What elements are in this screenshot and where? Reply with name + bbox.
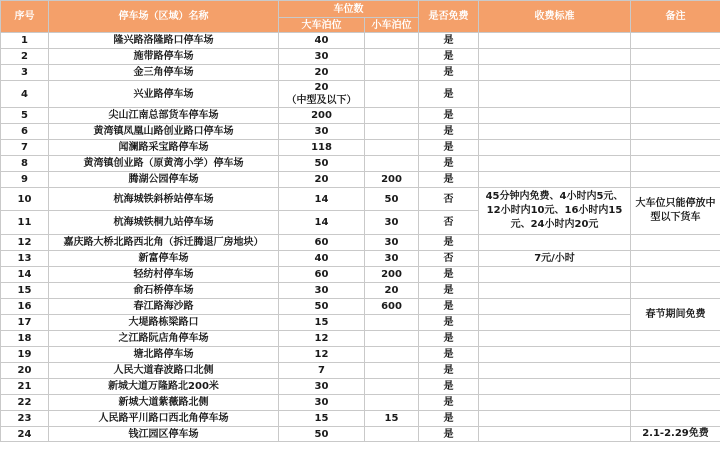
table-row (1, 251, 720, 267)
cell-name: 之江路阮店角停车场 (49, 331, 279, 347)
table-row (1, 81, 720, 108)
cell-name: 金三角停车场 (49, 65, 279, 81)
cell-large: 118 (279, 140, 365, 156)
cell-name: 春江路海沙路 (49, 299, 279, 315)
cell-small (365, 156, 419, 172)
table-row (1, 156, 720, 172)
cell-large: 15 (279, 411, 365, 427)
cell-large: 12 (279, 331, 365, 347)
cell-large: 50 (279, 156, 365, 172)
cell-name: 隆兴路洛隆路口停车场 (49, 33, 279, 49)
cell-small (365, 331, 419, 347)
cell-large: 50 (279, 427, 365, 442)
cell-small (365, 363, 419, 379)
cell-note (631, 172, 720, 188)
cell-fee (479, 299, 631, 315)
table-row (1, 267, 720, 283)
cell-name: 黄湾镇创业路（原黄湾小学）停车场 (49, 156, 279, 172)
cell-fee (479, 379, 631, 395)
cell-large: 15 (279, 315, 365, 331)
cell-free: 是 (419, 156, 479, 172)
cell-fee (479, 108, 631, 124)
cell-free: 是 (419, 283, 479, 299)
table-row (1, 427, 720, 442)
table-row (1, 331, 720, 347)
cell-large: 14 (279, 188, 365, 211)
cell-no: 15 (1, 283, 49, 299)
cell-small (365, 395, 419, 411)
cell-free: 是 (419, 363, 479, 379)
cell-fee (479, 235, 631, 251)
cell-free: 否 (419, 188, 479, 211)
header-no: 序号 (1, 1, 49, 33)
cell-large: 60 (279, 267, 365, 283)
cell-small (365, 108, 419, 124)
table-row (1, 49, 720, 65)
cell-note (631, 395, 720, 411)
cell-note (631, 156, 720, 172)
cell-free: 是 (419, 299, 479, 315)
table-row (1, 124, 720, 140)
cell-large: 30 (279, 379, 365, 395)
cell-small: 600 (365, 299, 419, 315)
cell-no: 18 (1, 331, 49, 347)
cell-small (365, 49, 419, 65)
cell-large (279, 81, 365, 108)
cell-free: 是 (419, 124, 479, 140)
cell-note (631, 65, 720, 81)
table-row (1, 65, 720, 81)
cell-note (631, 379, 720, 395)
cell-large: 40 (279, 251, 365, 267)
cell-name: 钱江园区停车场 (49, 427, 279, 442)
cell-note-16-17: 春节期间免费 (631, 299, 720, 331)
cell-free: 是 (419, 395, 479, 411)
cell-no: 1 (1, 33, 49, 49)
cell-no: 22 (1, 395, 49, 411)
cell-note (631, 411, 720, 427)
cell-large: 200 (279, 108, 365, 124)
cell-large-value: 20 (314, 82, 329, 93)
cell-fee (479, 81, 631, 108)
header-note: 备注 (631, 1, 720, 33)
cell-no: 20 (1, 363, 49, 379)
table-row (1, 108, 720, 124)
header-free: 是否免费 (419, 1, 479, 33)
cell-fee (479, 124, 631, 140)
cell-fee (479, 363, 631, 379)
cell-name: 俞石桥停车场 (49, 283, 279, 299)
cell-note (631, 347, 720, 363)
cell-note (631, 124, 720, 140)
cell-no: 6 (1, 124, 49, 140)
cell-no: 13 (1, 251, 49, 267)
header-large: 大车泊位 (279, 18, 365, 33)
cell-small (365, 33, 419, 49)
cell-name: 轻纺村停车场 (49, 267, 279, 283)
cell-fee (479, 140, 631, 156)
cell-large: 12 (279, 347, 365, 363)
cell-note (631, 33, 720, 49)
cell-no: 21 (1, 379, 49, 395)
cell-free: 是 (419, 347, 479, 363)
cell-name: 闻澜路采宝路停车场 (49, 140, 279, 156)
cell-no: 14 (1, 267, 49, 283)
cell-large: 30 (279, 283, 365, 299)
cell-free: 是 (419, 49, 479, 65)
cell-large: 50 (279, 299, 365, 315)
cell-note-24: 2.1-2.29免费 (631, 427, 720, 442)
cell-no: 12 (1, 235, 49, 251)
cell-free: 是 (419, 108, 479, 124)
cell-no: 17 (1, 315, 49, 331)
cell-free: 是 (419, 267, 479, 283)
cell-note (631, 283, 720, 299)
table-row (1, 140, 720, 156)
cell-large: 30 (279, 49, 365, 65)
cell-small (365, 124, 419, 140)
cell-no: 10 (1, 188, 49, 211)
cell-small (365, 427, 419, 442)
cell-fee (479, 427, 631, 442)
table-row (1, 235, 720, 251)
table-row (1, 33, 720, 49)
table-row (1, 299, 720, 315)
cell-no: 9 (1, 172, 49, 188)
table-row (1, 379, 720, 395)
cell-name: 大堤路栋梁路口 (49, 315, 279, 331)
cell-note (631, 140, 720, 156)
cell-name: 新城大道万隆路北200米 (49, 379, 279, 395)
cell-fee (479, 411, 631, 427)
cell-large: 40 (279, 33, 365, 49)
cell-note (631, 81, 720, 108)
cell-note (631, 331, 720, 347)
table-row (1, 363, 720, 379)
cell-no: 4 (1, 81, 49, 108)
cell-fee-10-11: 45分钟内免费、4小时内5元、12小时内10元、16小时内15元、24小时内20元 (479, 188, 631, 235)
cell-fee (479, 347, 631, 363)
cell-no: 2 (1, 49, 49, 65)
cell-no: 24 (1, 427, 49, 442)
cell-note (631, 363, 720, 379)
cell-free: 否 (419, 211, 479, 235)
cell-small (365, 347, 419, 363)
header-fee: 收费标准 (479, 1, 631, 33)
cell-name: 黄湾镇凤凰山路创业路口停车场 (49, 124, 279, 140)
cell-name: 新富停车场 (49, 251, 279, 267)
header-spaces: 车位数 (279, 1, 419, 18)
cell-small: 30 (365, 251, 419, 267)
cell-name: 杭海城铁桐九站停车场 (49, 211, 279, 235)
table-row (1, 188, 720, 211)
cell-name: 人民路平川路口西北角停车场 (49, 411, 279, 427)
cell-free: 否 (419, 251, 479, 267)
cell-free: 是 (419, 81, 479, 108)
cell-no: 3 (1, 65, 49, 81)
cell-no: 23 (1, 411, 49, 427)
cell-fee (479, 65, 631, 81)
cell-no: 19 (1, 347, 49, 363)
cell-large: 7 (279, 363, 365, 379)
cell-small: 15 (365, 411, 419, 427)
cell-small: 200 (365, 172, 419, 188)
cell-small: 20 (365, 283, 419, 299)
cell-small: 30 (365, 235, 419, 251)
cell-free: 是 (419, 33, 479, 49)
cell-small (365, 315, 419, 331)
cell-note (631, 49, 720, 65)
cell-large: 30 (279, 124, 365, 140)
cell-free: 是 (419, 235, 479, 251)
table-row (1, 172, 720, 188)
cell-fee (479, 315, 631, 331)
cell-small (365, 379, 419, 395)
cell-small (365, 65, 419, 81)
cell-name: 施带路停车场 (49, 49, 279, 65)
cell-fee-13: 7元/小时 (479, 251, 631, 267)
cell-large: 14 (279, 211, 365, 235)
cell-name: 塘北路停车场 (49, 347, 279, 363)
cell-fee (479, 156, 631, 172)
cell-fee (479, 49, 631, 65)
cell-fee (479, 395, 631, 411)
header-small: 小车泊位 (365, 18, 419, 33)
cell-name: 人民大道春波路口北侧 (49, 363, 279, 379)
cell-fee (479, 33, 631, 49)
cell-fee (479, 283, 631, 299)
cell-fee (479, 172, 631, 188)
cell-free: 是 (419, 331, 479, 347)
cell-fee (479, 331, 631, 347)
cell-name: 杭海城铁斜桥站停车场 (49, 188, 279, 211)
cell-free: 是 (419, 315, 479, 331)
cell-small: 50 (365, 188, 419, 211)
cell-large: 20 (279, 172, 365, 188)
cell-no: 11 (1, 211, 49, 235)
cell-note (631, 267, 720, 283)
cell-name: 腾湖公园停车场 (49, 172, 279, 188)
cell-name: 尖山江南总部货车停车场 (49, 108, 279, 124)
table-row (1, 347, 720, 363)
cell-note (631, 108, 720, 124)
cell-free: 是 (419, 65, 479, 81)
cell-free: 是 (419, 427, 479, 442)
cell-no: 5 (1, 108, 49, 124)
cell-note (631, 251, 720, 267)
cell-small: 200 (365, 267, 419, 283)
cell-name: 兴业路停车场 (49, 81, 279, 108)
cell-free: 是 (419, 379, 479, 395)
cell-no: 7 (1, 140, 49, 156)
cell-small: 30 (365, 211, 419, 235)
cell-no: 8 (1, 156, 49, 172)
table-row (1, 395, 720, 411)
cell-free: 是 (419, 140, 479, 156)
cell-fee (479, 267, 631, 283)
table-row (1, 283, 720, 299)
cell-small (365, 140, 419, 156)
cell-large: 20 (279, 65, 365, 81)
cell-free: 是 (419, 411, 479, 427)
cell-large: 30 (279, 395, 365, 411)
cell-free: 是 (419, 172, 479, 188)
cell-note-10-11: 大车位只能停放中型以下货车 (631, 188, 720, 235)
cell-no: 16 (1, 299, 49, 315)
table-row (1, 411, 720, 427)
cell-small (365, 81, 419, 108)
cell-large: 60 (279, 235, 365, 251)
cell-large-sub: （中型及以下） (286, 95, 357, 106)
table-row (1, 315, 720, 331)
cell-note (631, 235, 720, 251)
cell-name: 嘉庆路大桥北路西北角（拆迁腾退厂房地块） (49, 235, 279, 251)
header-name: 停车场（区域）名称 (49, 1, 279, 33)
cell-name: 新城大道紫薇路北侧 (49, 395, 279, 411)
